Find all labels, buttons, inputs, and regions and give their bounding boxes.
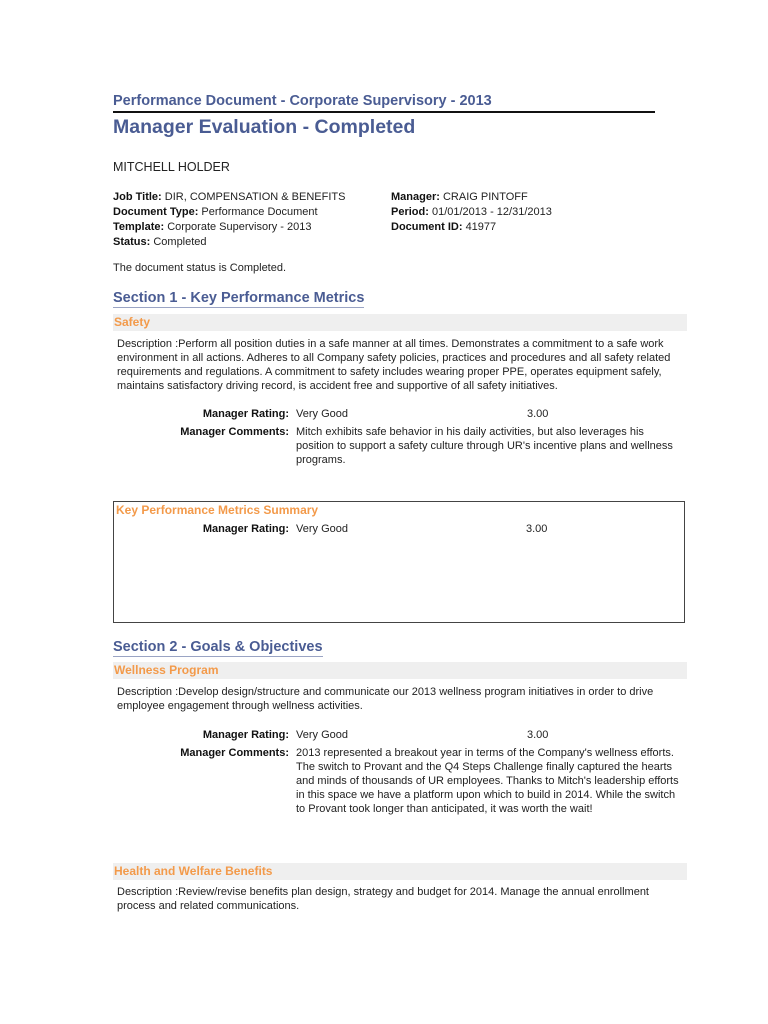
meta-right-column — [391, 190, 661, 235]
document-type-row: Document Type: Performance Document — [113, 206, 318, 218]
safety-comments-row — [0, 425, 768, 469]
document-id-row: Document ID: 41977 — [391, 221, 497, 233]
safety-description: Description :Perform all position duties in a safe manner at all times. Demonstrates a commitment to a safe work environment in all actions. Adheres to all Company safety policies, practices and procedures and all safety related requirements and regulations. A commitment to safety includes wearing proper PPE, operates equipment safely, maintains satisfactory driving record, is accident free and supportive of all safety initiatives. — [117, 338, 671, 392]
section-2-title: Section 2 - Goals & Objectives — [113, 639, 323, 655]
manager-comments: 2013 represented a breakout year in terms of the Company's wellness efforts. The switch to Provant and the Q4 Steps Challenge finally captured the hearts and minds of thousands of UR employees. Thanks to Mitch's leadership efforts in this space we have a platform upon which to build in 2014. While the switch to Provant took longer than anticipated, it was worth the wait! — [296, 747, 679, 815]
rating-label: Manager Rating: — [202, 729, 289, 741]
wellness-rating-row — [0, 728, 768, 742]
status-sentence: The document status is Completed. — [113, 262, 287, 274]
job-title-value: DIR, COMPENSATION & BENEFITS — [164, 191, 346, 203]
rating-score: 3.00 — [527, 408, 549, 420]
template-value: Corporate Supervisory - 2013 — [167, 221, 312, 233]
employee-name: MITCHELL HOLDER — [113, 160, 230, 174]
job-title-row: Job Title: DIR, COMPENSATION & BENEFITS — [113, 191, 346, 203]
manager-comments: Mitch exhibits safe behavior in his daily activities, but also leverages his position to support a safety culture through UR's incentive plans and wellness programs. — [296, 426, 673, 466]
document-id-value: 41977 — [465, 221, 497, 233]
page-title: Manager Evaluation - Completed — [113, 116, 416, 138]
status-row: Status: Completed — [113, 236, 207, 248]
wellness-description: Description :Develop design/structure and communicate our 2013 wellness program initiatives in order to drive employee engagement through wellness activities. — [117, 686, 654, 712]
manager-row: Manager: CRAIG PINTOFF — [391, 191, 528, 203]
template-row: Template: Corporate Supervisory - 2013 — [113, 221, 312, 233]
safety-rating-row — [0, 407, 768, 421]
section-1-title: Section 1 - Key Performance Metrics — [113, 290, 365, 306]
rating-value: Very Good — [296, 729, 348, 741]
wellness-comments-row — [0, 746, 768, 830]
summary-title: Key Performance Metrics Summary — [116, 503, 319, 517]
comments-label: Manager Comments: — [180, 426, 289, 438]
health-welfare-heading: Health and Welfare Benefits — [113, 863, 687, 880]
summary-rating-row — [1, 522, 768, 536]
rating-label: Manager Rating: — [202, 408, 289, 420]
period-value: 01/01/2013 - 12/31/2013 — [431, 206, 552, 218]
rating-score: 3.00 — [527, 729, 549, 741]
wellness-heading: Wellness Program — [113, 662, 687, 679]
period-row: Period: 01/01/2013 - 12/31/2013 — [391, 206, 552, 218]
meta-left-column — [113, 190, 383, 250]
rating-label: Manager Rating: — [202, 523, 289, 535]
kpm-summary-box — [113, 501, 685, 623]
document-type-value: Performance Document — [201, 206, 318, 218]
safety-heading: Safety — [113, 314, 687, 331]
comments-label: Manager Comments: — [180, 747, 289, 759]
health-welfare-description: Description :Review/revise benefits plan design, strategy and budget for 2014. Manage the annual enrollment process and related communications. — [117, 886, 649, 912]
rating-value: Very Good — [296, 408, 348, 420]
status-value: Completed — [153, 236, 207, 248]
rating-value: Very Good — [296, 523, 348, 535]
manager-value: CRAIG PINTOFF — [442, 191, 528, 203]
rating-score: 3.00 — [526, 523, 548, 535]
document-type-header: Performance Document - Corporate Supervisory - 2013 — [113, 93, 655, 113]
